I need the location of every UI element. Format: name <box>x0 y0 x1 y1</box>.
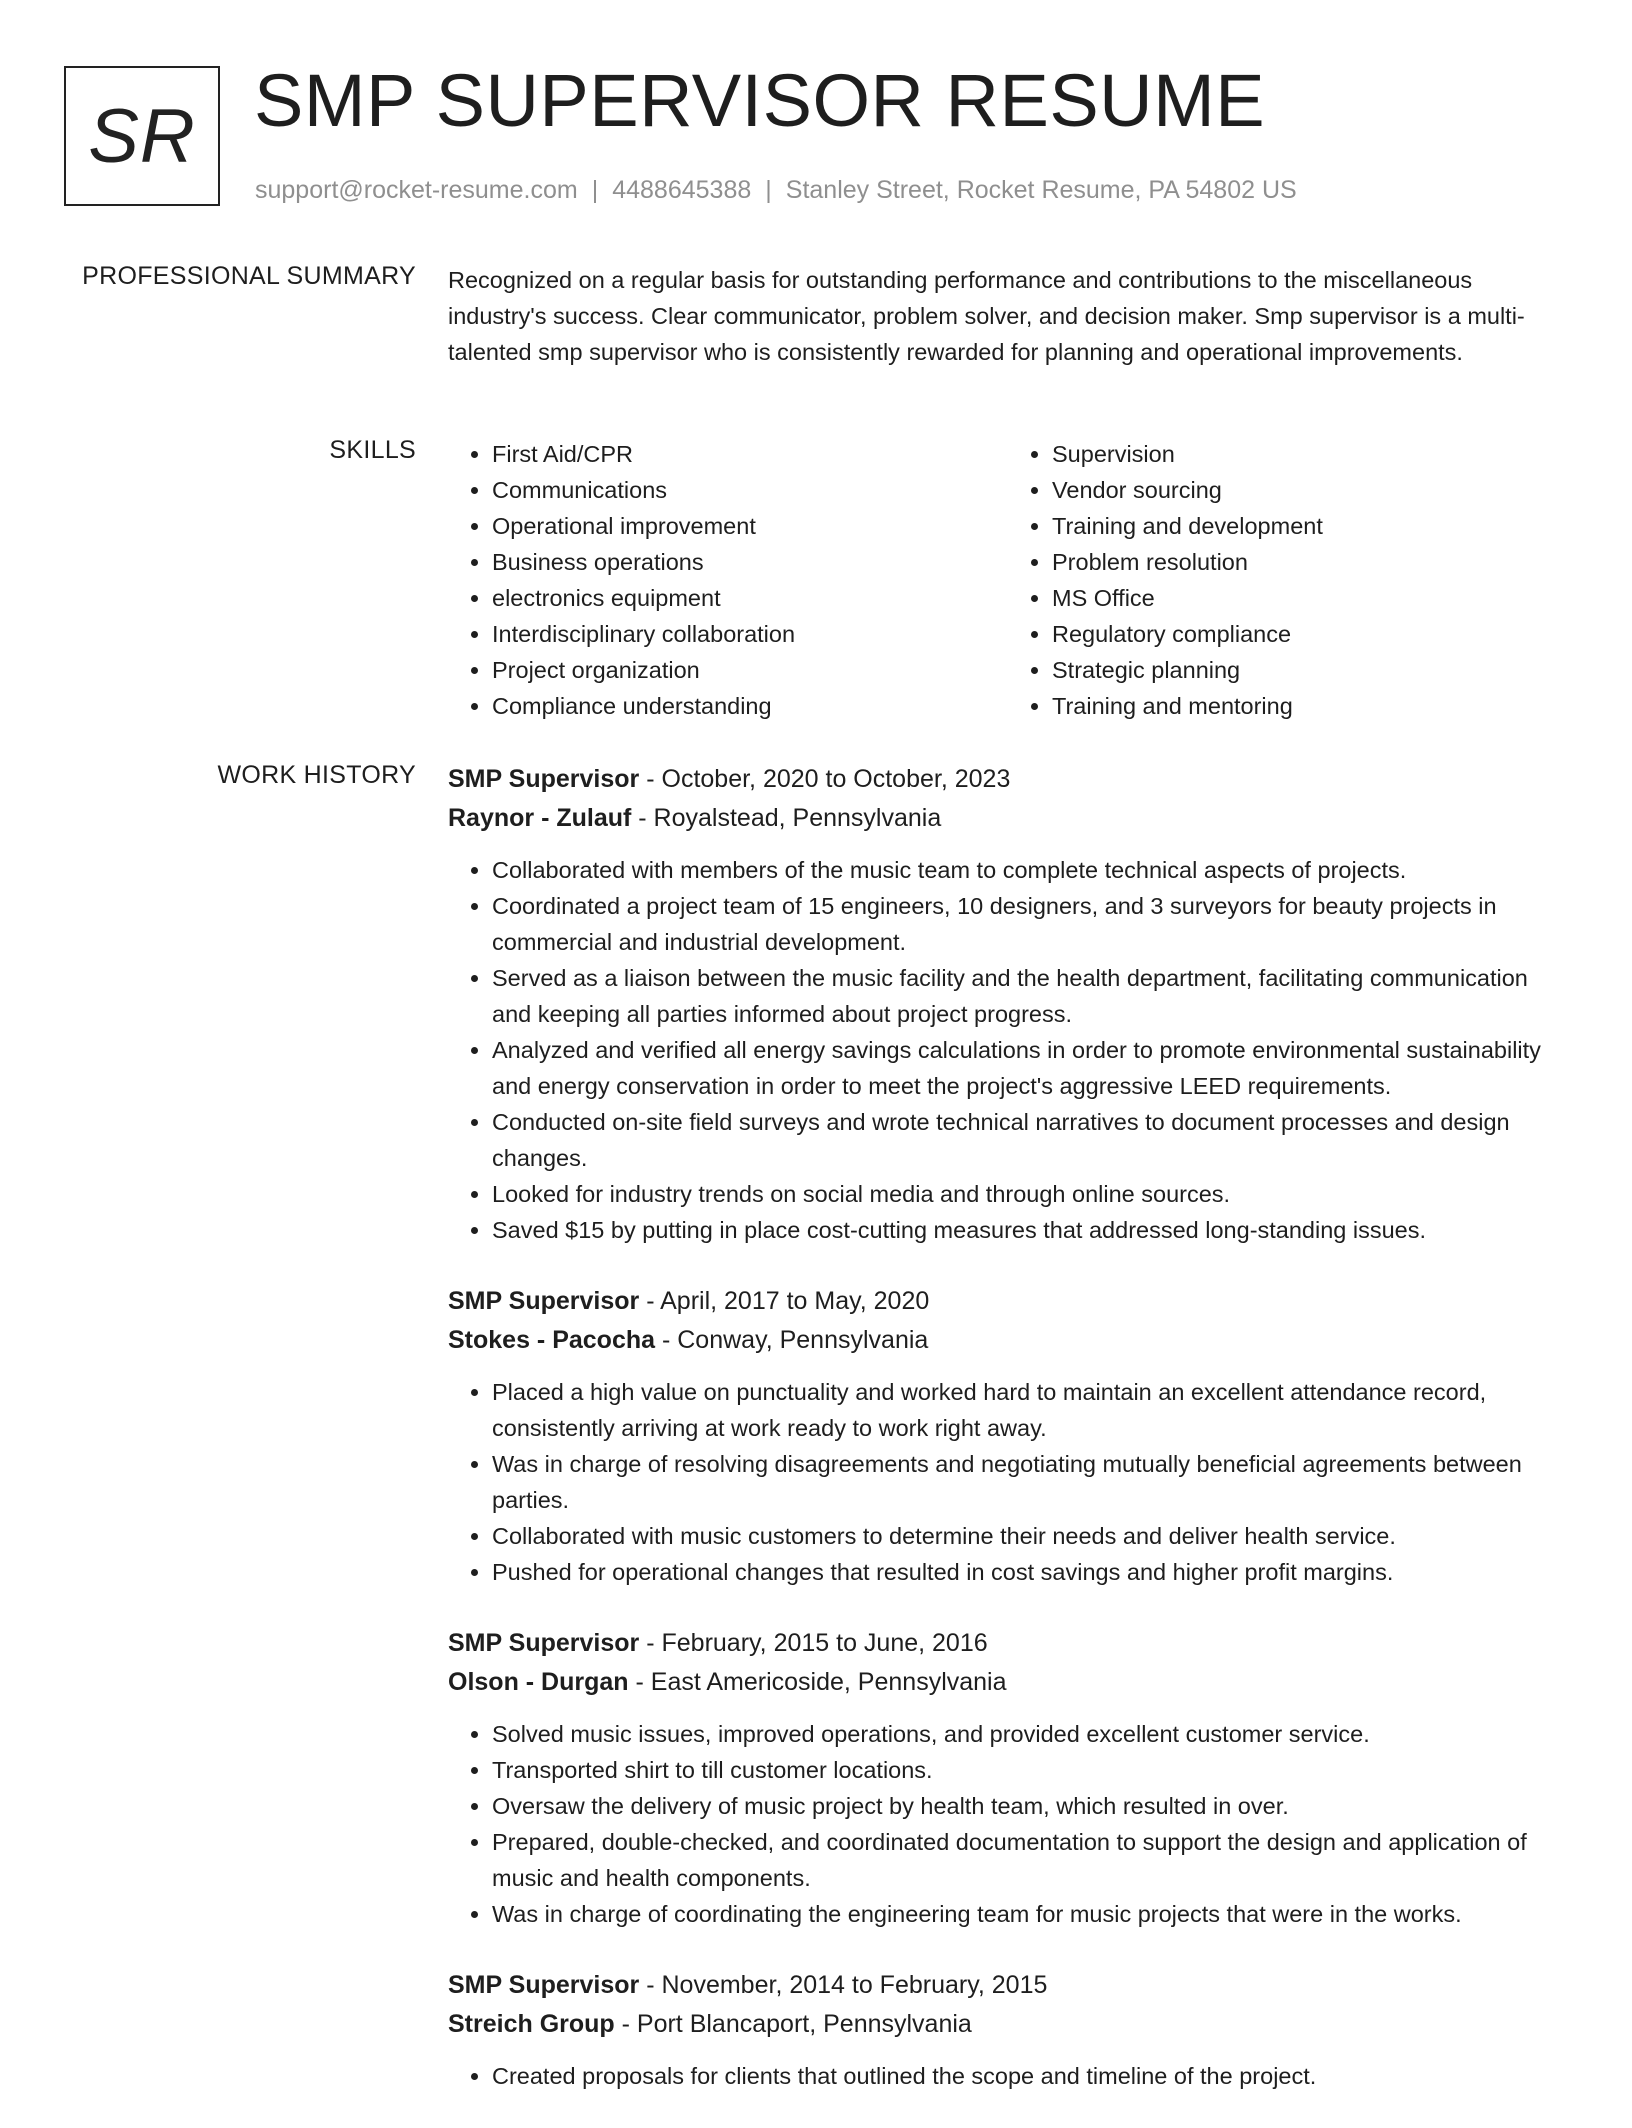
job-bullets <box>448 1374 1568 1590</box>
work-heading: WORK HISTORY <box>217 761 416 789</box>
job-company: Stokes - Pacocha <box>448 1326 656 1354</box>
job-role-line <box>448 1966 1568 2005</box>
skill-item: • Training and development <box>1052 508 1568 544</box>
job-role-line <box>448 1624 1568 1663</box>
monogram-logo <box>64 66 220 206</box>
job-bullet: • Served as a liaison between the music facility and the health department, facilitating communication and keeping all parties informed about project progress. <box>492 960 1568 1032</box>
work-body <box>448 760 1568 2128</box>
resume-title: SMP SUPERVISOR RESUME <box>254 59 1266 142</box>
job-bullet: • Looked for industry trends on social media and through online sources. <box>492 1176 1568 1212</box>
skill-item: • First Aid/CPR <box>492 436 1008 472</box>
job-bullet: • Prepared, double-checked, and coordinated documentation to support the design and application of music and health components. <box>492 1824 1568 1896</box>
summary-heading: PROFESSIONAL SUMMARY <box>82 262 416 290</box>
job-dates: - November, 2014 to February, 2015 <box>639 1971 1048 1999</box>
job-entry <box>448 1624 1568 1932</box>
job-company-line <box>448 799 1568 838</box>
skill-item: • Interdisciplinary collaboration <box>492 616 1008 652</box>
job-role: SMP Supervisor <box>448 1287 640 1315</box>
job-bullet: • Oversaw the delivery of music project by health team, which resulted in over. <box>492 1788 1568 1824</box>
skill-item: • MS Office <box>1052 580 1568 616</box>
contact-phone: 4488645388 <box>612 176 752 204</box>
contact-separator: | <box>591 176 599 204</box>
skills-columns <box>448 436 1568 724</box>
job-bullet: • Collaborated with members of the music team to complete technical aspects of projects. <box>492 852 1568 888</box>
summary-text: Recognized on a regular basis for outstanding performance and contributions to the miscellaneous industry's success. Clear communicator, problem solver, and decision maker. Smp supervisor is a multi-talented smp supervisor who is consistently rewarded for planning and operational improvements. <box>448 267 1525 365</box>
job-bullet: • Conducted on-site field surveys and wrote technical narratives to document processes and design changes. <box>492 1104 1568 1176</box>
skill-item: • Supervision <box>1052 436 1568 472</box>
job-role-line <box>448 760 1568 799</box>
job-bullets <box>448 2058 1568 2094</box>
job-company-line <box>448 2005 1568 2044</box>
skill-item: • Project organization <box>492 652 1008 688</box>
skill-item: • Business operations <box>492 544 1008 580</box>
job-role: SMP Supervisor <box>448 1629 640 1657</box>
job-company-line <box>448 1663 1568 1702</box>
job-bullets <box>448 852 1568 1248</box>
job-entry <box>448 1966 1568 2094</box>
job-bullet: • Transported shirt to till customer locations. <box>492 1752 1568 1788</box>
job-company-line <box>448 1321 1568 1360</box>
contact-separator: | <box>765 176 772 204</box>
job-company: Streich Group <box>448 2010 615 2038</box>
job-company: Olson - Durgan <box>448 1668 629 1696</box>
job-role: SMP Supervisor <box>448 765 640 793</box>
job-role: SMP Supervisor <box>448 1971 640 1999</box>
job-bullet: • Placed a high value on punctuality and worked hard to maintain an excellent attendance record, consistently arriving at work ready to work right away. <box>492 1374 1568 1446</box>
job-bullet: • Created proposals for clients that outlined the scope and timeline of the project. <box>492 2058 1568 2094</box>
job-bullet: • Solved music issues, improved operations, and provided excellent customer service. <box>492 1716 1568 1752</box>
job-entry <box>448 1282 1568 1590</box>
monogram-initials: SR <box>88 93 196 179</box>
skill-item: • Training and mentoring <box>1052 688 1568 724</box>
job-bullet: • Collaborated with music customers to determine their needs and deliver health service. <box>492 1518 1568 1554</box>
job-bullet: • Coordinated a project team of 15 engineers, 10 designers, and 3 surveyors for beauty projects in commercial and industrial development. <box>492 888 1568 960</box>
skill-item: • Compliance understanding <box>492 688 1008 724</box>
job-bullet: • Analyzed and verified all energy savings calculations in order to promote environmental sustainability and energy conservation in order to meet the project's aggressive LEED requirements. <box>492 1032 1568 1104</box>
contact-email: support@rocket-resume.com <box>255 176 578 204</box>
job-location: - Conway, Pennsylvania <box>655 1326 929 1354</box>
skills-list-left <box>448 436 1008 724</box>
job-role-line <box>448 1282 1568 1321</box>
job-location: - Port Blancaport, Pennsylvania <box>614 2010 972 2038</box>
skill-item: • Strategic planning <box>1052 652 1568 688</box>
job-bullet: • Pushed for operational changes that resulted in cost savings and higher profit margins. <box>492 1554 1568 1590</box>
job-bullet: • Was in charge of resolving disagreements and negotiating mutually beneficial agreements between parties. <box>492 1446 1568 1518</box>
job-company: Raynor - Zulauf <box>448 804 632 832</box>
job-dates: - April, 2017 to May, 2020 <box>639 1287 930 1315</box>
skills-heading: SKILLS <box>329 436 416 464</box>
skill-item: • Regulatory compliance <box>1052 616 1568 652</box>
job-location: - Royalstead, Pennsylvania <box>631 804 942 832</box>
skill-item: • electronics equipment <box>492 580 1008 616</box>
job-dates: - February, 2015 to June, 2016 <box>639 1629 988 1657</box>
job-bullets <box>448 1716 1568 1932</box>
contact-line <box>255 176 1297 205</box>
job-entry <box>448 760 1568 1248</box>
job-location: - East Americoside, Pennsylvania <box>628 1668 1007 1696</box>
skill-item: • Communications <box>492 472 1008 508</box>
skill-item: • Operational improvement <box>492 508 1008 544</box>
skills-body <box>448 436 1568 724</box>
job-dates: - October, 2020 to October, 2023 <box>639 765 1011 793</box>
job-bullet: • Was in charge of coordinating the engineering team for music projects that were in the works. <box>492 1896 1568 1932</box>
contact-address: Stanley Street, Rocket Resume, PA 54802 US <box>785 176 1297 204</box>
skill-item: • Vendor sourcing <box>1052 472 1568 508</box>
skills-list-right <box>1008 436 1568 724</box>
summary-body <box>448 262 1568 370</box>
skill-item: • Problem resolution <box>1052 544 1568 580</box>
job-bullet: • Saved $15 by putting in place cost-cutting measures that addressed long-standing issues. <box>492 1212 1568 1248</box>
